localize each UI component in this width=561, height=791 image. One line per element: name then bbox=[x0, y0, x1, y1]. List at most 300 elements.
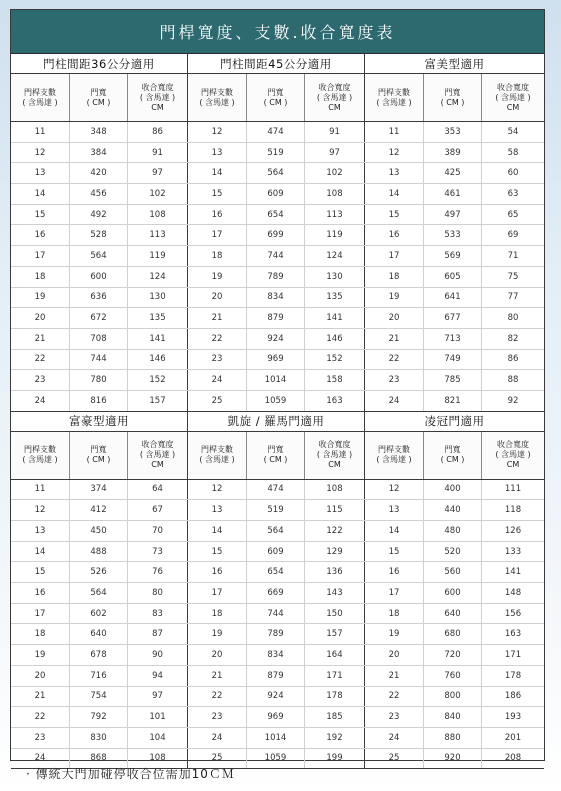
page-title: 門桿寬度、支數.收合寬度表 bbox=[11, 10, 544, 54]
table-row bbox=[11, 728, 544, 749]
table-cell: 122 bbox=[305, 521, 365, 541]
table-cell: 91 bbox=[305, 122, 365, 142]
table-cell: 640 bbox=[70, 624, 128, 644]
table-cell: 20 bbox=[11, 308, 70, 328]
table-cell: 135 bbox=[128, 308, 188, 328]
column-header: 門桿支數 ( 含馬達 ) bbox=[365, 74, 424, 121]
table-cell: 640 bbox=[424, 604, 482, 624]
table-cell: 24 bbox=[188, 728, 247, 748]
table-cell: 14 bbox=[11, 184, 70, 204]
table-cell: 969 bbox=[247, 707, 305, 727]
table-cell: 492 bbox=[70, 205, 128, 225]
table-cell: 12 bbox=[11, 143, 70, 163]
table-cell: 25 bbox=[188, 391, 247, 411]
table-cell: 108 bbox=[128, 205, 188, 225]
table-cell: 23 bbox=[11, 728, 70, 748]
column-header: 收合寬度 ( 含馬達 ) CM bbox=[495, 440, 531, 470]
table-cell: 80 bbox=[128, 583, 188, 603]
table-cell: 19 bbox=[365, 288, 424, 308]
table-cell: 83 bbox=[128, 604, 188, 624]
table-cell: 969 bbox=[247, 350, 305, 370]
table-cell: 1059 bbox=[247, 749, 305, 769]
table-cell: 602 bbox=[70, 604, 128, 624]
column-header: 收合寬度 ( 含馬達 ) CM bbox=[305, 432, 365, 479]
table-cell: 164 bbox=[305, 645, 365, 665]
table-cell: 678 bbox=[70, 645, 128, 665]
table-row bbox=[11, 542, 544, 563]
table-cell: 19 bbox=[365, 624, 424, 644]
table-row bbox=[11, 604, 544, 625]
table-cell: 456 bbox=[70, 184, 128, 204]
table-cell: 830 bbox=[70, 728, 128, 748]
table-row bbox=[11, 521, 544, 542]
table-cell: 520 bbox=[424, 542, 482, 562]
table-cell: 12 bbox=[365, 480, 424, 500]
table-cell: 124 bbox=[305, 246, 365, 266]
table-cell: 600 bbox=[70, 267, 128, 287]
table-cell: 16 bbox=[365, 562, 424, 582]
table-cell: 94 bbox=[128, 666, 188, 686]
table-cell: 641 bbox=[424, 288, 482, 308]
table-cell: 171 bbox=[305, 666, 365, 686]
table-cell: 19 bbox=[188, 624, 247, 644]
table-cell: 21 bbox=[365, 666, 424, 686]
table-cell: 868 bbox=[70, 749, 128, 769]
table-cell: 141 bbox=[504, 567, 522, 578]
table-cell: 528 bbox=[70, 225, 128, 245]
table-cell: 13 bbox=[365, 500, 424, 520]
table-cell: 18 bbox=[11, 624, 70, 644]
table-cell: 834 bbox=[247, 288, 305, 308]
table-cell: 146 bbox=[128, 350, 188, 370]
table-cell: 18 bbox=[188, 604, 247, 624]
table-row bbox=[11, 645, 544, 666]
table-cell: 101 bbox=[128, 707, 188, 727]
table-cell: 25 bbox=[365, 749, 424, 769]
group-title: 凱旋 / 羅馬門適用 bbox=[188, 412, 365, 431]
table-cell: 17 bbox=[365, 246, 424, 266]
table-cell: 677 bbox=[424, 308, 482, 328]
table-cell: 13 bbox=[188, 500, 247, 520]
table-cell: 19 bbox=[188, 267, 247, 287]
table-cell: 23 bbox=[11, 370, 70, 390]
table-cell: 118 bbox=[504, 505, 522, 516]
table-cell: 600 bbox=[424, 583, 482, 603]
table-cell: 76 bbox=[128, 562, 188, 582]
table-cell: 12 bbox=[365, 143, 424, 163]
table-body bbox=[11, 480, 544, 770]
table-cell: 526 bbox=[70, 562, 128, 582]
table-cell: 654 bbox=[247, 562, 305, 582]
column-header: 門桿支數 ( 含馬達 ) bbox=[365, 432, 424, 479]
table-cell: 143 bbox=[305, 583, 365, 603]
table-cell: 77 bbox=[507, 292, 519, 303]
table-cell: 425 bbox=[424, 163, 482, 183]
table-row bbox=[11, 624, 544, 645]
table-cell: 65 bbox=[507, 209, 519, 220]
table-cell: 22 bbox=[188, 329, 247, 349]
table-cell: 821 bbox=[424, 391, 482, 411]
table-cell: 792 bbox=[70, 707, 128, 727]
table-cell: 130 bbox=[128, 288, 188, 308]
table-cell: 440 bbox=[424, 500, 482, 520]
table-cell: 420 bbox=[70, 163, 128, 183]
table-cell: 21 bbox=[365, 329, 424, 349]
table-cell: 152 bbox=[128, 370, 188, 390]
table-cell: 789 bbox=[247, 267, 305, 287]
table-cell: 141 bbox=[128, 329, 188, 349]
table-cell: 780 bbox=[70, 370, 128, 390]
table-cell: 1014 bbox=[247, 370, 305, 390]
table-cell: 71 bbox=[507, 250, 519, 261]
table-cell: 23 bbox=[188, 707, 247, 727]
table-cell: 16 bbox=[365, 225, 424, 245]
table-cell: 17 bbox=[11, 246, 70, 266]
table-row bbox=[11, 288, 544, 309]
table-cell: 18 bbox=[365, 267, 424, 287]
table-cell: 16 bbox=[188, 562, 247, 582]
table-cell: 474 bbox=[247, 480, 305, 500]
table-cell: 163 bbox=[504, 629, 522, 640]
table-cell: 21 bbox=[188, 666, 247, 686]
table-row bbox=[11, 184, 544, 205]
table-cell: 171 bbox=[504, 649, 522, 660]
table-cell: 21 bbox=[188, 308, 247, 328]
table-row bbox=[11, 122, 544, 143]
table-cell: 141 bbox=[305, 308, 365, 328]
column-header: 門桿支數 ( 含馬達 ) bbox=[11, 74, 70, 121]
table-cell: 680 bbox=[424, 624, 482, 644]
table-cell: 497 bbox=[424, 205, 482, 225]
table-cell: 178 bbox=[305, 687, 365, 707]
table-cell: 86 bbox=[128, 122, 188, 142]
table-cell: 785 bbox=[424, 370, 482, 390]
table-cell: 91 bbox=[128, 143, 188, 163]
table-cell: 146 bbox=[305, 329, 365, 349]
table-cell: 113 bbox=[128, 225, 188, 245]
table-row bbox=[11, 143, 544, 164]
table-cell: 760 bbox=[424, 666, 482, 686]
table-cell: 13 bbox=[365, 163, 424, 183]
table-cell: 14 bbox=[188, 163, 247, 183]
table-cell: 21 bbox=[11, 687, 70, 707]
table-cell: 654 bbox=[247, 205, 305, 225]
table-row bbox=[11, 480, 544, 501]
table-cell: 789 bbox=[247, 624, 305, 644]
table-cell: 148 bbox=[504, 587, 522, 598]
table-cell: 108 bbox=[305, 480, 365, 500]
table-cell: 15 bbox=[365, 542, 424, 562]
table-cell: 564 bbox=[70, 583, 128, 603]
table-cell: 564 bbox=[247, 163, 305, 183]
table-cell: 488 bbox=[70, 542, 128, 562]
table-cell: 20 bbox=[188, 645, 247, 665]
table-cell: 672 bbox=[70, 308, 128, 328]
table-cell: 152 bbox=[305, 350, 365, 370]
table-cell: 54 bbox=[507, 126, 519, 137]
table-cell: 22 bbox=[365, 687, 424, 707]
table-cell: 82 bbox=[507, 333, 519, 344]
table-cell: 924 bbox=[247, 687, 305, 707]
table-cell: 749 bbox=[424, 350, 482, 370]
table-cell: 13 bbox=[11, 163, 70, 183]
table-cell: 609 bbox=[247, 184, 305, 204]
table-cell: 15 bbox=[11, 205, 70, 225]
table-cell: 102 bbox=[128, 184, 188, 204]
table-cell: 450 bbox=[70, 521, 128, 541]
column-header: 門寬 ( CM ) bbox=[247, 74, 305, 121]
table-cell: 18 bbox=[188, 246, 247, 266]
table-cell: 119 bbox=[305, 225, 365, 245]
group-title: 門柱間距36公分適用 bbox=[11, 54, 188, 73]
table-cell: 348 bbox=[70, 122, 128, 142]
table-cell: 879 bbox=[247, 666, 305, 686]
table-cell: 115 bbox=[305, 500, 365, 520]
table-row bbox=[11, 500, 544, 521]
table-cell: 18 bbox=[11, 267, 70, 287]
table-row bbox=[11, 370, 544, 391]
table-cell: 86 bbox=[507, 354, 519, 365]
table-row bbox=[11, 246, 544, 267]
table-cell: 699 bbox=[247, 225, 305, 245]
table-cell: 185 bbox=[305, 707, 365, 727]
table-cell: 108 bbox=[128, 749, 188, 769]
width-table-sheet bbox=[10, 9, 545, 764]
table-cell: 389 bbox=[424, 143, 482, 163]
table-cell: 20 bbox=[11, 666, 70, 686]
table-cell: 14 bbox=[188, 521, 247, 541]
table-cell: 15 bbox=[188, 542, 247, 562]
table-cell: 58 bbox=[507, 147, 519, 158]
column-header: 門桿支數 ( 含馬達 ) bbox=[188, 432, 247, 479]
table-cell: 12 bbox=[188, 122, 247, 142]
table-cell: 713 bbox=[424, 329, 482, 349]
table-cell: 193 bbox=[504, 712, 522, 723]
table-cell: 129 bbox=[305, 542, 365, 562]
table-cell: 533 bbox=[424, 225, 482, 245]
table-cell: 24 bbox=[365, 728, 424, 748]
table-cell: 24 bbox=[11, 749, 70, 769]
table-cell: 12 bbox=[188, 480, 247, 500]
table-cell: 11 bbox=[11, 122, 70, 142]
table-cell: 800 bbox=[424, 687, 482, 707]
group-title: 富美型適用 bbox=[424, 56, 485, 71]
table-row bbox=[11, 562, 544, 583]
table-cell: 92 bbox=[507, 395, 519, 406]
table-cell: 15 bbox=[188, 184, 247, 204]
table-cell: 879 bbox=[247, 308, 305, 328]
table-section-1 bbox=[11, 54, 544, 412]
table-cell: 24 bbox=[365, 391, 424, 411]
table-cell: 186 bbox=[504, 691, 522, 702]
table-cell: 816 bbox=[70, 391, 128, 411]
table-cell: 108 bbox=[305, 184, 365, 204]
table-cell: 63 bbox=[507, 188, 519, 199]
table-cell: 14 bbox=[11, 542, 70, 562]
table-row bbox=[11, 350, 544, 371]
table-cell: 119 bbox=[128, 246, 188, 266]
table-cell: 104 bbox=[128, 728, 188, 748]
table-cell: 75 bbox=[507, 271, 519, 282]
table-cell: 130 bbox=[305, 267, 365, 287]
group-title-row bbox=[11, 54, 544, 74]
table-cell: 880 bbox=[424, 728, 482, 748]
table-cell: 564 bbox=[70, 246, 128, 266]
table-cell: 18 bbox=[365, 604, 424, 624]
table-row bbox=[11, 687, 544, 708]
table-cell: 88 bbox=[507, 375, 519, 386]
column-header: 門寬 ( CM ) bbox=[424, 432, 482, 479]
table-cell: 11 bbox=[365, 122, 424, 142]
table-cell: 199 bbox=[305, 749, 365, 769]
table-cell: 720 bbox=[424, 645, 482, 665]
table-cell: 924 bbox=[247, 329, 305, 349]
table-row bbox=[11, 391, 544, 412]
table-cell: 156 bbox=[504, 608, 522, 619]
table-cell: 157 bbox=[305, 624, 365, 644]
table-cell: 669 bbox=[247, 583, 305, 603]
table-row bbox=[11, 707, 544, 728]
table-cell: 135 bbox=[305, 288, 365, 308]
table-cell: 97 bbox=[128, 687, 188, 707]
table-cell: 20 bbox=[365, 645, 424, 665]
column-header: 門寬 ( CM ) bbox=[424, 74, 482, 121]
table-cell: 73 bbox=[128, 542, 188, 562]
table-cell: 22 bbox=[11, 350, 70, 370]
table-cell: 150 bbox=[305, 604, 365, 624]
table-cell: 716 bbox=[70, 666, 128, 686]
table-cell: 24 bbox=[11, 391, 70, 411]
table-row bbox=[11, 205, 544, 226]
table-cell: 22 bbox=[11, 707, 70, 727]
table-cell: 178 bbox=[504, 670, 522, 681]
table-cell: 87 bbox=[128, 624, 188, 644]
table-cell: 17 bbox=[188, 583, 247, 603]
column-header: 門桿支數 ( 含馬達 ) bbox=[11, 432, 70, 479]
column-header-row bbox=[11, 432, 544, 480]
table-cell: 23 bbox=[365, 370, 424, 390]
table-cell: 16 bbox=[11, 225, 70, 245]
table-cell: 16 bbox=[11, 583, 70, 603]
table-cell: 23 bbox=[188, 350, 247, 370]
column-header: 收合寬度 ( 含馬達 ) CM bbox=[305, 74, 365, 121]
table-cell: 569 bbox=[424, 246, 482, 266]
table-cell: 136 bbox=[305, 562, 365, 582]
table-cell: 22 bbox=[365, 350, 424, 370]
table-cell: 102 bbox=[305, 163, 365, 183]
table-row bbox=[11, 308, 544, 329]
column-header: 門桿支數 ( 含馬達 ) bbox=[188, 74, 247, 121]
table-cell: 15 bbox=[11, 562, 70, 582]
table-cell: 519 bbox=[247, 500, 305, 520]
table-cell: 744 bbox=[70, 350, 128, 370]
table-cell: 560 bbox=[424, 562, 482, 582]
table-cell: 754 bbox=[70, 687, 128, 707]
table-row bbox=[11, 666, 544, 687]
table-cell: 564 bbox=[247, 521, 305, 541]
table-cell: 16 bbox=[188, 205, 247, 225]
table-cell: 192 bbox=[305, 728, 365, 748]
table-section-2 bbox=[11, 412, 544, 770]
table-cell: 24 bbox=[188, 370, 247, 390]
table-cell: 22 bbox=[188, 687, 247, 707]
table-cell: 12 bbox=[11, 500, 70, 520]
table-cell: 13 bbox=[188, 143, 247, 163]
table-cell: 374 bbox=[70, 480, 128, 500]
table-cell: 412 bbox=[70, 500, 128, 520]
table-cell: 834 bbox=[247, 645, 305, 665]
table-row bbox=[11, 329, 544, 350]
table-cell: 133 bbox=[504, 546, 522, 557]
table-body bbox=[11, 122, 544, 412]
table-cell: 19 bbox=[11, 645, 70, 665]
table-cell: 80 bbox=[507, 313, 519, 324]
table-cell: 353 bbox=[424, 122, 482, 142]
table-row bbox=[11, 583, 544, 604]
column-header: 收合寬度 ( 含馬達 ) CM bbox=[128, 432, 188, 479]
table-cell: 400 bbox=[424, 480, 482, 500]
table-cell: 17 bbox=[11, 604, 70, 624]
table-cell: 90 bbox=[128, 645, 188, 665]
table-cell: 744 bbox=[247, 604, 305, 624]
column-header: 收合寬度 ( 含馬達 ) CM bbox=[128, 74, 188, 121]
column-header: 門寬 ( CM ) bbox=[70, 432, 128, 479]
table-cell: 13 bbox=[11, 521, 70, 541]
table-cell: 20 bbox=[188, 288, 247, 308]
column-header: 門寬 ( CM ) bbox=[247, 432, 305, 479]
table-cell: 708 bbox=[70, 329, 128, 349]
column-header-row bbox=[11, 74, 544, 122]
table-cell: 14 bbox=[365, 521, 424, 541]
table-cell: 384 bbox=[70, 143, 128, 163]
table-cell: 605 bbox=[424, 267, 482, 287]
table-cell: 60 bbox=[507, 168, 519, 179]
table-cell: 64 bbox=[128, 480, 188, 500]
table-cell: 23 bbox=[365, 707, 424, 727]
table-cell: 111 bbox=[504, 484, 522, 495]
table-cell: 124 bbox=[128, 267, 188, 287]
table-cell: 97 bbox=[128, 163, 188, 183]
table-cell: 25 bbox=[188, 749, 247, 769]
table-cell: 67 bbox=[128, 500, 188, 520]
table-cell: 163 bbox=[305, 391, 365, 411]
group-title: 門柱間距45公分適用 bbox=[188, 54, 365, 73]
table-cell: 17 bbox=[188, 225, 247, 245]
table-cell: 461 bbox=[424, 184, 482, 204]
table-cell: 636 bbox=[70, 288, 128, 308]
table-cell: 201 bbox=[504, 732, 522, 743]
table-cell: 17 bbox=[365, 583, 424, 603]
table-cell: 113 bbox=[305, 205, 365, 225]
table-cell: 840 bbox=[424, 707, 482, 727]
table-cell: 15 bbox=[365, 205, 424, 225]
table-cell: 20 bbox=[365, 308, 424, 328]
table-cell: 21 bbox=[11, 329, 70, 349]
table-cell: 519 bbox=[247, 143, 305, 163]
table-cell: 609 bbox=[247, 542, 305, 562]
table-cell: 126 bbox=[504, 525, 522, 536]
table-cell: 1014 bbox=[247, 728, 305, 748]
table-cell: 208 bbox=[504, 753, 522, 764]
table-cell: 1059 bbox=[247, 391, 305, 411]
column-header: 門寬 ( CM ) bbox=[70, 74, 128, 121]
table-cell: 157 bbox=[128, 391, 188, 411]
table-cell: 920 bbox=[424, 749, 482, 769]
table-row bbox=[11, 163, 544, 184]
footnote: · 傳統大門加碰停收合位需加10ＣＭ bbox=[26, 767, 235, 781]
table-row bbox=[11, 225, 544, 246]
column-header: 收合寬度 ( 含馬達 ) CM bbox=[495, 82, 531, 112]
